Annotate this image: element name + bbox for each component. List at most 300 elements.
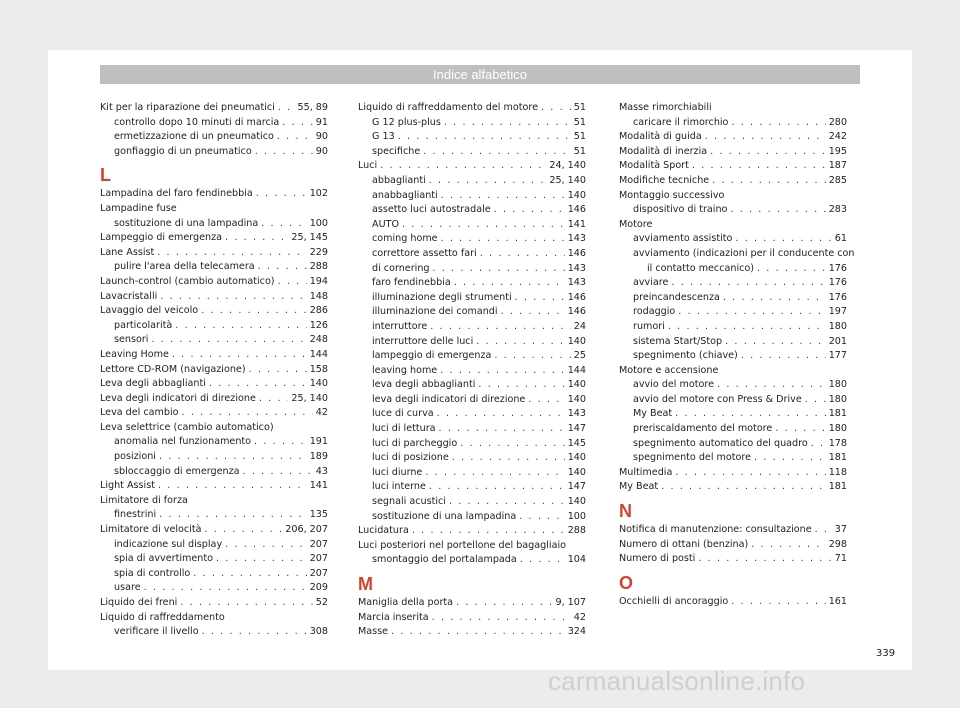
index-term: Limitatore di velocità	[100, 524, 202, 536]
dot-leader	[225, 231, 288, 246]
index-term: Luci	[358, 160, 378, 172]
dot-leader	[160, 290, 306, 305]
index-term: spegnimento automatico del quadro	[633, 437, 808, 449]
index-term: leva degli indicatori di direzione	[372, 393, 526, 405]
index-term: sensori	[114, 334, 149, 346]
dot-leader	[675, 466, 825, 481]
index-term: Lettore CD-ROM (navigazione)	[100, 363, 246, 375]
dot-leader	[243, 465, 313, 480]
index-term: Modalità di inerzia	[619, 145, 708, 157]
page-reference: 324	[567, 626, 586, 638]
index-entry	[619, 466, 847, 481]
dot-leader	[182, 406, 313, 421]
index-entry	[358, 203, 586, 218]
index-entry	[358, 553, 586, 568]
page-reference: 146	[567, 306, 586, 318]
dot-leader	[254, 435, 307, 450]
dot-leader	[277, 130, 313, 145]
dot-leader	[480, 247, 565, 262]
dot-leader	[172, 348, 307, 363]
index-entry	[619, 174, 847, 189]
index-entry	[619, 232, 847, 247]
index-term: Lampeggio di emergenza	[100, 232, 223, 244]
page-reference: 180	[828, 379, 847, 391]
page-reference: 140	[567, 466, 586, 478]
index-heading: Leva selettrice (cambio automatico)	[100, 421, 274, 433]
index-entry	[100, 246, 328, 261]
dot-leader	[437, 407, 565, 422]
index-entry	[619, 552, 847, 567]
index-entry	[619, 393, 847, 408]
index-term: posizioni	[114, 451, 156, 463]
index-entry	[100, 596, 328, 611]
page-reference: 100	[309, 217, 328, 229]
dot-leader	[671, 276, 825, 291]
index-entry	[100, 275, 328, 290]
section-letter: L	[100, 165, 111, 186]
index-term: Lavaggio del veicolo	[100, 305, 199, 317]
page-reference: 180	[828, 393, 847, 405]
page-reference: 194	[309, 275, 328, 287]
page-reference: 147	[567, 481, 586, 493]
index-entry	[619, 335, 847, 350]
page-reference: 51	[573, 102, 586, 113]
dot-leader	[151, 333, 306, 348]
dot-leader	[425, 466, 564, 481]
index-term: anabbaglianti	[372, 189, 438, 201]
index-term: Leva degli abbaglianti	[100, 378, 206, 390]
index-entry	[100, 465, 328, 480]
index-term: abbaglianti	[372, 174, 426, 186]
dot-leader	[751, 538, 825, 553]
index-term: G 12 plus-plus	[372, 116, 441, 128]
page-reference: 144	[309, 348, 328, 360]
dot-leader	[209, 377, 307, 392]
index-entry	[100, 552, 328, 567]
index-entry	[619, 437, 847, 452]
index-term: rumori	[633, 320, 665, 332]
index-entry	[100, 406, 328, 421]
index-term: sbloccaggio di emergenza	[114, 465, 240, 477]
index-term: finestrini	[114, 509, 157, 521]
page-reference: 90	[315, 145, 328, 157]
index-entry	[100, 304, 328, 319]
dot-leader	[439, 422, 565, 437]
index-term: Modalità Sport	[619, 160, 689, 172]
dot-leader	[478, 378, 564, 393]
page-reference: 187	[828, 160, 847, 172]
page-reference: 144	[567, 364, 586, 376]
page-title: Indice alfabetico	[100, 65, 860, 84]
page-reference: 298	[828, 538, 847, 550]
dot-leader	[201, 304, 307, 319]
page-reference: 146	[567, 291, 586, 303]
dot-leader	[225, 538, 307, 553]
watermark: carmanualsonline.info	[548, 666, 806, 696]
dot-leader	[193, 567, 306, 582]
index-entry	[619, 203, 847, 218]
page-reference: 141	[567, 218, 586, 230]
index-entry	[619, 595, 847, 610]
page-reference: 158	[309, 363, 328, 375]
index-term: Lavacristalli	[100, 290, 158, 302]
index-entry	[619, 276, 847, 291]
dot-leader	[159, 450, 307, 465]
dot-leader	[710, 145, 826, 160]
index-term: Numero di posti	[619, 553, 696, 565]
page-number: 339	[876, 648, 896, 659]
page-reference: 176	[828, 262, 847, 274]
index-term: pulire l'area della telecamera	[114, 261, 255, 273]
index-heading: Luci posteriori nel portellone del bagagliaio	[358, 539, 566, 551]
dot-leader	[476, 335, 564, 350]
index-term: Launch-control (cambio automatico)	[100, 275, 275, 287]
page-reference: 42	[573, 611, 586, 623]
page-reference: 102	[309, 188, 328, 200]
index-entry	[100, 319, 328, 334]
dot-leader	[731, 595, 825, 610]
page-reference: 146	[567, 204, 586, 216]
dot-leader	[494, 203, 565, 218]
index-entry	[619, 451, 847, 466]
page-reference: 25	[573, 350, 586, 362]
index-term: segnali acustici	[372, 496, 446, 508]
index-term: leva degli abbaglianti	[372, 379, 476, 391]
index-entry	[358, 510, 586, 525]
index-term: Kit per la riparazione dei pneumatici	[100, 102, 275, 113]
index-entry	[619, 305, 847, 320]
page-reference: 118	[828, 466, 847, 478]
index-entry	[358, 145, 586, 160]
dot-leader	[501, 305, 565, 320]
index-term: luci diurne	[372, 466, 423, 478]
index-term: avvio del motore	[633, 379, 715, 391]
index-term: luce di curva	[372, 408, 434, 420]
dot-leader	[775, 422, 825, 437]
index-entry	[100, 581, 328, 596]
dot-leader	[494, 349, 570, 364]
dot-leader	[712, 174, 825, 189]
page-reference: 280	[828, 116, 847, 128]
page-reference: 143	[567, 408, 586, 420]
page-reference: 126	[309, 319, 328, 331]
section-letter: N	[619, 501, 632, 522]
index-term: caricare il rimorchio	[633, 116, 729, 128]
page-reference: 176	[828, 277, 847, 289]
dot-leader	[661, 480, 826, 495]
dot-leader	[515, 291, 565, 306]
dot-leader	[261, 217, 306, 232]
index-term: leaving home	[372, 364, 438, 376]
dot-leader	[429, 174, 547, 189]
page-reference: 195	[828, 145, 847, 157]
index-term: Leaving Home	[100, 348, 169, 360]
page-reference: 140	[567, 335, 586, 347]
index-entry	[619, 145, 847, 160]
page-reference: 71	[834, 553, 847, 565]
page-reference: 197	[828, 306, 847, 318]
index-entry	[100, 538, 328, 553]
index-term: Leva del cambio	[100, 407, 179, 419]
index-term: Multimedia	[619, 466, 673, 478]
dot-leader	[259, 392, 289, 407]
page-reference: 24, 140	[549, 160, 586, 172]
dot-leader	[255, 145, 313, 160]
index-term: coming home	[372, 233, 438, 245]
page-reference: 161	[828, 595, 847, 607]
index-term: Liquido di raffreddamento del motore	[358, 102, 538, 113]
index-entry	[619, 480, 847, 495]
page-reference: 140	[567, 189, 586, 201]
dot-leader	[441, 232, 565, 247]
index-entry	[358, 276, 586, 291]
index-entry	[358, 116, 586, 131]
index-term: Lampadina del faro fendinebbia	[100, 188, 253, 200]
index-term: My Beat	[633, 408, 673, 420]
index-entry	[358, 625, 586, 640]
index-term: rodaggio	[633, 306, 676, 318]
dot-leader	[449, 495, 565, 510]
index-entry	[100, 116, 328, 131]
page-reference: 104	[567, 554, 586, 566]
dot-leader	[678, 305, 825, 320]
dot-leader	[398, 130, 571, 145]
dot-leader	[723, 291, 826, 306]
dot-leader	[452, 451, 565, 466]
index-entry	[100, 625, 328, 640]
dot-leader	[705, 130, 826, 145]
index-entry	[619, 422, 847, 437]
index-entry	[619, 349, 847, 364]
dot-leader	[380, 159, 546, 174]
page-reference: 189	[309, 451, 328, 463]
page-reference: 148	[309, 290, 328, 302]
index-entry	[358, 364, 586, 379]
index-term: correttore assetto fari	[372, 247, 477, 259]
index-entry	[100, 508, 328, 523]
index-entry	[100, 523, 328, 538]
index-entry	[619, 291, 847, 306]
dot-leader	[249, 363, 307, 378]
index-heading: Masse rimorchiabili	[619, 102, 712, 113]
page-reference: 146	[567, 247, 586, 259]
index-entry	[358, 159, 586, 174]
index-entry	[100, 130, 328, 145]
index-entry	[358, 437, 586, 452]
index-entry	[100, 290, 328, 305]
page-reference: 147	[567, 423, 586, 435]
section-letter: O	[619, 572, 634, 593]
index-heading: Lampadine fuse	[100, 202, 177, 214]
index-term: Liquido dei freni	[100, 597, 178, 608]
dot-leader	[731, 116, 825, 131]
dot-leader	[159, 508, 307, 523]
page-reference: 140	[309, 378, 328, 390]
index-term: Occhielli di ancoraggio	[619, 595, 729, 607]
index-term: luci interne	[372, 481, 426, 493]
index-column-1	[100, 101, 328, 640]
dot-leader	[412, 524, 565, 539]
page-reference: 143	[567, 262, 586, 274]
page-reference: 51	[573, 145, 586, 157]
index-term: dispositivo di traino	[633, 204, 728, 216]
dot-leader	[441, 189, 565, 204]
index-term: avvio del motore con Press & Drive	[633, 393, 802, 405]
dot-leader	[282, 116, 312, 131]
index-term: Lane Assist	[100, 246, 155, 258]
page-reference: 143	[567, 233, 586, 245]
index-entry	[358, 378, 586, 393]
page-reference: 206, 207	[285, 524, 328, 536]
dot-leader	[157, 246, 306, 261]
index-entry	[358, 174, 586, 189]
index-entry	[358, 232, 586, 247]
dot-leader	[730, 203, 825, 218]
dot-leader	[202, 625, 307, 640]
index-term: indicazione sul display	[114, 538, 223, 550]
dot-leader	[433, 262, 565, 277]
dot-leader	[717, 378, 826, 393]
index-term: Light Assist	[100, 480, 155, 492]
index-entry	[358, 451, 586, 466]
index-entry	[358, 189, 586, 204]
index-entry	[358, 422, 586, 437]
page-reference: 42	[315, 407, 328, 419]
page-reference: 178	[828, 437, 847, 449]
dot-leader	[757, 262, 826, 277]
index-entry	[358, 596, 586, 611]
index-entry	[100, 450, 328, 465]
index-term: anomalia nel funzionamento	[114, 436, 252, 448]
index-entry	[358, 393, 586, 408]
index-entry	[619, 407, 847, 422]
index-term: faro fendinebbia	[372, 277, 451, 289]
index-term: smontaggio del portalampada	[372, 554, 517, 566]
index-entry	[358, 305, 586, 320]
index-term: luci di parcheggio	[372, 437, 458, 449]
index-entry	[619, 262, 847, 277]
dot-leader	[805, 393, 826, 408]
page-reference: 143	[567, 277, 586, 289]
index-entry	[619, 378, 847, 393]
index-term: Lucidatura	[358, 525, 409, 537]
page-reference: 135	[309, 509, 328, 521]
page-reference: 9, 107	[555, 597, 586, 608]
page-reference: 286	[309, 305, 328, 317]
index-entry	[100, 435, 328, 450]
index-entry	[358, 320, 586, 335]
dot-leader	[668, 320, 826, 335]
index-term: Leva degli indicatori di direzione	[100, 392, 256, 404]
page-reference: 248	[309, 334, 328, 346]
index-term: Numero di ottani (benzina)	[619, 538, 749, 550]
index-entry	[358, 218, 586, 233]
page-reference: 100	[567, 510, 586, 522]
dot-leader	[278, 275, 307, 290]
page-reference: 207	[309, 567, 328, 579]
page-reference: 145	[567, 437, 586, 449]
index-term: My Beat	[619, 481, 659, 493]
index-term: controllo dopo 10 minuti di marcia	[114, 116, 280, 128]
page-reference: 25, 140	[549, 174, 586, 186]
dot-leader	[429, 480, 565, 495]
index-term: lampeggio di emergenza	[372, 350, 492, 362]
index-column-2	[358, 101, 586, 640]
page-reference: 55, 89	[297, 102, 328, 113]
index-entry	[100, 145, 328, 160]
page-reference: 207	[309, 553, 328, 565]
dot-leader	[454, 276, 565, 291]
index-entry	[619, 159, 847, 174]
index-entry	[100, 377, 328, 392]
dot-leader	[423, 145, 571, 160]
index-entry	[100, 348, 328, 363]
dot-leader	[456, 596, 552, 611]
page-reference: 25, 145	[291, 232, 328, 244]
dot-leader	[541, 101, 571, 116]
index-term: AUTO	[372, 218, 399, 230]
index-term: sostituzione di una lampadina	[114, 217, 259, 229]
index-term: spegnimento del motore	[633, 452, 752, 464]
index-entry	[358, 247, 586, 262]
dot-leader	[528, 393, 564, 408]
dot-leader	[278, 101, 295, 116]
dot-leader	[144, 581, 307, 596]
index-term: interruttore delle luci	[372, 335, 474, 347]
index-term: particolarità	[114, 319, 173, 331]
page-reference: 51	[573, 131, 586, 143]
dot-leader	[741, 349, 826, 364]
index-entry	[619, 538, 847, 553]
index-heading: Limitatore di forza	[100, 494, 188, 506]
page-reference: 25, 140	[291, 392, 328, 404]
page-reference: 140	[567, 452, 586, 464]
index-term: Masse	[358, 626, 389, 638]
index-term: spegnimento (chiave)	[633, 350, 738, 362]
dot-leader	[519, 510, 564, 525]
section-letter: M	[358, 574, 373, 594]
index-entry	[100, 479, 328, 494]
dot-leader	[391, 625, 565, 640]
page-reference: 140	[567, 496, 586, 508]
dot-leader	[735, 232, 831, 247]
index-entry	[358, 524, 586, 539]
index-entry	[358, 407, 586, 422]
index-term: Notifica di manutenzione: consultazione	[619, 524, 812, 536]
page-reference: 288	[567, 525, 586, 537]
index-entry	[100, 217, 328, 232]
index-entry	[619, 116, 847, 131]
index-term: Maniglia della porta	[358, 597, 454, 608]
index-term: di cornering	[372, 262, 430, 274]
page-reference: 288	[309, 261, 328, 273]
dot-leader	[175, 319, 306, 334]
index-column-3	[619, 101, 855, 609]
index-entry	[358, 101, 586, 116]
index-heading: Motore e accensione	[619, 364, 719, 376]
index-term: interruttore	[372, 320, 428, 332]
page-reference: 90	[315, 131, 328, 143]
index-entry	[358, 480, 586, 495]
index-term: illuminazione dei comandi	[372, 306, 498, 318]
page-reference: 91	[315, 116, 328, 128]
index-term: preincandescenza	[633, 291, 720, 303]
page-reference: 24	[573, 320, 586, 332]
page-reference: 209	[309, 582, 328, 594]
index-entry	[619, 320, 847, 335]
page-reference: 180	[828, 320, 847, 332]
page-reference: 181	[828, 452, 847, 464]
